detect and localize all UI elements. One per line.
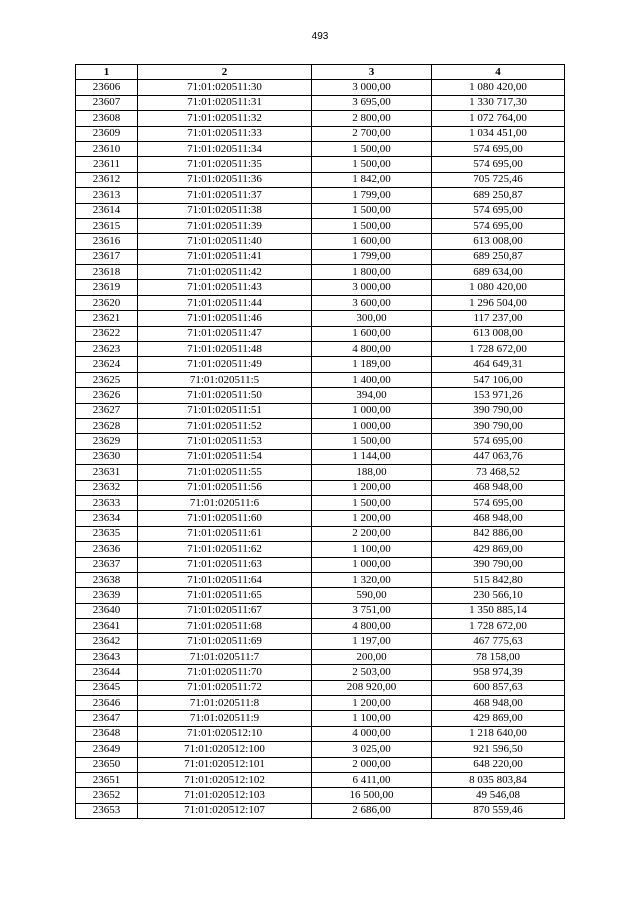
- table-cell-col-2: 71:01:020511:36: [138, 172, 312, 187]
- table-cell-col-1: 23610: [76, 141, 138, 156]
- table-cell-col-4: 8 035 803,84: [432, 772, 565, 787]
- table-cell-col-2: 71:01:020511:60: [138, 511, 312, 526]
- table-cell-col-2: 71:01:020511:47: [138, 326, 312, 341]
- table-cell-col-3: 1 200,00: [312, 480, 432, 495]
- table-cell-col-1: 23642: [76, 634, 138, 649]
- table-cell-col-4: 648 220,00: [432, 757, 565, 772]
- table-cell-col-1: 23647: [76, 711, 138, 726]
- table-cell-col-4: 1 080 420,00: [432, 280, 565, 295]
- table-cell-col-1: 23622: [76, 326, 138, 341]
- table-cell-col-1: 23639: [76, 588, 138, 603]
- table-row: [76, 249, 565, 264]
- table-row: [76, 803, 565, 818]
- table-cell-col-3: 1 100,00: [312, 542, 432, 557]
- table-cell-col-2: 71:01:020511:72: [138, 680, 312, 695]
- table-row: [76, 434, 565, 449]
- table-cell-col-4: 689 250,87: [432, 188, 565, 203]
- table-cell-col-2: 71:01:020511:50: [138, 388, 312, 403]
- table-cell-col-1: 23621: [76, 311, 138, 326]
- table-cell-col-1: 23627: [76, 403, 138, 418]
- table-cell-col-4: 1 296 504,00: [432, 295, 565, 310]
- table-cell-col-4: 49 546,08: [432, 788, 565, 803]
- table-cell-col-3: 3 025,00: [312, 742, 432, 757]
- table-cell-col-1: 23609: [76, 126, 138, 141]
- table-cell-col-2: 71:01:020512:10: [138, 726, 312, 741]
- table-row: [76, 295, 565, 310]
- table-row: [76, 619, 565, 634]
- table-cell-col-2: 71:01:020511:41: [138, 249, 312, 264]
- table-cell-col-4: 467 775,63: [432, 634, 565, 649]
- table-cell-col-1: 23641: [76, 619, 138, 634]
- table-row: [76, 726, 565, 741]
- table-cell-col-4: 153 971,26: [432, 388, 565, 403]
- table-cell-col-4: 390 790,00: [432, 403, 565, 418]
- table-cell-col-2: 71:01:020511:31: [138, 95, 312, 110]
- table-row: [76, 665, 565, 680]
- table-cell-col-2: 71:01:020511:37: [138, 188, 312, 203]
- table-cell-col-1: 23616: [76, 234, 138, 249]
- table-cell-col-3: 590,00: [312, 588, 432, 603]
- table-cell-col-3: 1 500,00: [312, 203, 432, 218]
- table-cell-col-1: 23628: [76, 418, 138, 433]
- table-cell-col-1: 23613: [76, 188, 138, 203]
- table-cell-col-2: 71:01:020511:40: [138, 234, 312, 249]
- table-cell-col-3: 1 100,00: [312, 711, 432, 726]
- table-cell-col-4: 574 695,00: [432, 434, 565, 449]
- table-cell-col-2: 71:01:020511:54: [138, 449, 312, 464]
- table-cell-col-1: 23650: [76, 757, 138, 772]
- table-cell-col-1: 23629: [76, 434, 138, 449]
- table-cell-col-4: 117 237,00: [432, 311, 565, 326]
- table-cell-col-2: 71:01:020511:70: [138, 665, 312, 680]
- table-cell-col-1: 23623: [76, 342, 138, 357]
- table-cell-col-4: 468 948,00: [432, 511, 565, 526]
- table-cell-col-4: 1 080 420,00: [432, 80, 565, 95]
- table-cell-col-1: 23611: [76, 157, 138, 172]
- table-row: [76, 126, 565, 141]
- table-cell-col-4: 1 034 451,00: [432, 126, 565, 141]
- table-cell-col-2: 71:01:020512:102: [138, 772, 312, 787]
- table-cell-col-4: 447 063,76: [432, 449, 565, 464]
- table-cell-col-3: 1 000,00: [312, 418, 432, 433]
- table-cell-col-3: 1 500,00: [312, 495, 432, 510]
- table-cell-col-3: 3 000,00: [312, 80, 432, 95]
- table-row: [76, 311, 565, 326]
- table-cell-col-2: 71:01:020511:49: [138, 357, 312, 372]
- table-row: [76, 342, 565, 357]
- table-cell-col-1: 23614: [76, 203, 138, 218]
- table-cell-col-1: 23620: [76, 295, 138, 310]
- table-cell-col-3: 1 197,00: [312, 634, 432, 649]
- table-cell-col-3: 4 800,00: [312, 342, 432, 357]
- table-cell-col-2: 71:01:020511:48: [138, 342, 312, 357]
- header-row: [76, 65, 565, 80]
- table-cell-col-4: 390 790,00: [432, 418, 565, 433]
- table-row: [76, 696, 565, 711]
- table-row: [76, 588, 565, 603]
- table-row: [76, 711, 565, 726]
- table-cell-col-2: 71:01:020511:53: [138, 434, 312, 449]
- table-cell-col-4: 1 728 672,00: [432, 342, 565, 357]
- table-cell-col-1: 23632: [76, 480, 138, 495]
- table-cell-col-2: 71:01:020511:30: [138, 80, 312, 95]
- table-cell-col-1: 23619: [76, 280, 138, 295]
- table-cell-col-1: 23635: [76, 526, 138, 541]
- table-cell-col-2: 71:01:020511:61: [138, 526, 312, 541]
- table-cell-col-1: 23633: [76, 495, 138, 510]
- table-cell-col-2: 71:01:020511:69: [138, 634, 312, 649]
- table-row: [76, 234, 565, 249]
- table-cell-col-2: 71:01:020512:101: [138, 757, 312, 772]
- table-cell-col-4: 1 072 764,00: [432, 111, 565, 126]
- table-cell-col-3: 3 000,00: [312, 280, 432, 295]
- table-cell-col-4: 1 350 885,14: [432, 603, 565, 618]
- table-cell-col-4: 958 974,39: [432, 665, 565, 680]
- table-cell-col-1: 23606: [76, 80, 138, 95]
- table-cell-col-1: 23625: [76, 372, 138, 387]
- table-row: [76, 495, 565, 510]
- table-cell-col-4: 870 559,46: [432, 803, 565, 818]
- table-cell-col-4: 1 218 640,00: [432, 726, 565, 741]
- table-cell-col-2: 71:01:020511:55: [138, 465, 312, 480]
- table-cell-col-4: 574 695,00: [432, 157, 565, 172]
- table-cell-col-2: 71:01:020511:9: [138, 711, 312, 726]
- table-row: [76, 111, 565, 126]
- table-row: [76, 372, 565, 387]
- table-cell-col-1: 23643: [76, 649, 138, 664]
- table-cell-col-2: 71:01:020511:32: [138, 111, 312, 126]
- table-row: [76, 542, 565, 557]
- table-row: [76, 634, 565, 649]
- table-cell-col-2: 71:01:020512:100: [138, 742, 312, 757]
- table-cell-col-4: 689 250,87: [432, 249, 565, 264]
- table-cell-col-2: 71:01:020511:51: [138, 403, 312, 418]
- table-cell-col-2: 71:01:020511:43: [138, 280, 312, 295]
- column-header-3: 3: [312, 65, 432, 80]
- table-cell-col-1: 23645: [76, 680, 138, 695]
- table-cell-col-2: 71:01:020511:8: [138, 696, 312, 711]
- table-row: [76, 95, 565, 110]
- table-cell-col-2: 71:01:020512:107: [138, 803, 312, 818]
- table-cell-col-4: 468 948,00: [432, 480, 565, 495]
- table-cell-col-4: 230 566,10: [432, 588, 565, 603]
- table-row: [76, 757, 565, 772]
- table-cell-col-4: 689 634,00: [432, 265, 565, 280]
- table-cell-col-2: 71:01:020511:63: [138, 557, 312, 572]
- table-cell-col-3: 1 144,00: [312, 449, 432, 464]
- table-row: [76, 403, 565, 418]
- table-row: [76, 218, 565, 233]
- table-cell-col-1: 23618: [76, 265, 138, 280]
- table-cell-col-1: 23637: [76, 557, 138, 572]
- table-cell-col-4: 547 106,00: [432, 372, 565, 387]
- table-row: [76, 557, 565, 572]
- table-cell-col-3: 1 400,00: [312, 372, 432, 387]
- table-row: [76, 572, 565, 587]
- table-cell-col-4: 600 857,63: [432, 680, 565, 695]
- table-cell-col-3: 1 500,00: [312, 218, 432, 233]
- table-cell-col-1: 23652: [76, 788, 138, 803]
- table-cell-col-3: 300,00: [312, 311, 432, 326]
- table-row: [76, 265, 565, 280]
- table-cell-col-1: 23617: [76, 249, 138, 264]
- table-row: [76, 326, 565, 341]
- table-cell-col-2: 71:01:020511:56: [138, 480, 312, 495]
- column-header-1: 1: [76, 65, 138, 80]
- table-cell-col-3: 394,00: [312, 388, 432, 403]
- table-cell-col-3: 2 503,00: [312, 665, 432, 680]
- table-cell-col-3: 1 000,00: [312, 557, 432, 572]
- table-row: [76, 480, 565, 495]
- table-cell-col-1: 23646: [76, 696, 138, 711]
- table-cell-col-3: 1 320,00: [312, 572, 432, 587]
- table-cell-col-1: 23612: [76, 172, 138, 187]
- table-cell-col-2: 71:01:020511:5: [138, 372, 312, 387]
- table-cell-col-2: 71:01:020511:64: [138, 572, 312, 587]
- table-cell-col-3: 1 200,00: [312, 511, 432, 526]
- table-cell-col-1: 23634: [76, 511, 138, 526]
- table-row: [76, 649, 565, 664]
- table-cell-col-3: 6 411,00: [312, 772, 432, 787]
- table-cell-col-1: 23649: [76, 742, 138, 757]
- table-cell-col-1: 23626: [76, 388, 138, 403]
- table-row: [76, 80, 565, 95]
- table-cell-col-3: 1 500,00: [312, 141, 432, 156]
- table-cell-col-2: 71:01:020511:7: [138, 649, 312, 664]
- table-cell-col-1: 23636: [76, 542, 138, 557]
- table-cell-col-2: 71:01:020511:6: [138, 495, 312, 510]
- table-cell-col-3: 2 700,00: [312, 126, 432, 141]
- table-cell-col-4: 464 649,31: [432, 357, 565, 372]
- table-header: [76, 65, 565, 80]
- table-cell-col-1: 23651: [76, 772, 138, 787]
- table-cell-col-3: 200,00: [312, 649, 432, 664]
- table-cell-col-4: 468 948,00: [432, 696, 565, 711]
- table-row: [76, 772, 565, 787]
- table-cell-col-2: 71:01:020511:68: [138, 619, 312, 634]
- table-row: [76, 788, 565, 803]
- table-cell-col-2: 71:01:020511:67: [138, 603, 312, 618]
- table-cell-col-2: 71:01:020511:62: [138, 542, 312, 557]
- table-cell-col-3: 1 842,00: [312, 172, 432, 187]
- table-cell-col-1: 23638: [76, 572, 138, 587]
- table-row: [76, 157, 565, 172]
- table-row: [76, 511, 565, 526]
- table-cell-col-4: 515 842,80: [432, 572, 565, 587]
- table-cell-col-3: 2 200,00: [312, 526, 432, 541]
- table-cell-col-1: 23624: [76, 357, 138, 372]
- table-cell-col-2: 71:01:020511:52: [138, 418, 312, 433]
- table-cell-col-3: 1 600,00: [312, 326, 432, 341]
- table-cell-col-1: 23640: [76, 603, 138, 618]
- table-cell-col-3: 208 920,00: [312, 680, 432, 695]
- table-row: [76, 465, 565, 480]
- table-cell-col-3: 4 000,00: [312, 726, 432, 741]
- table-cell-col-4: 1 728 672,00: [432, 619, 565, 634]
- table-cell-col-3: 4 800,00: [312, 619, 432, 634]
- table-row: [76, 188, 565, 203]
- table-cell-col-3: 3 695,00: [312, 95, 432, 110]
- table-row: [76, 280, 565, 295]
- table-cell-col-3: 3 600,00: [312, 295, 432, 310]
- table-cell-col-3: 2 000,00: [312, 757, 432, 772]
- table-cell-col-2: 71:01:020511:65: [138, 588, 312, 603]
- table-cell-col-2: 71:01:020511:35: [138, 157, 312, 172]
- table-cell-col-1: 23630: [76, 449, 138, 464]
- table-cell-col-4: 613 008,00: [432, 234, 565, 249]
- table-row: [76, 172, 565, 187]
- table-cell-col-3: 1 799,00: [312, 188, 432, 203]
- table-cell-col-3: 1 800,00: [312, 265, 432, 280]
- table-cell-col-1: 23653: [76, 803, 138, 818]
- table-cell-col-3: 1 200,00: [312, 696, 432, 711]
- table-cell-col-4: 1 330 717,30: [432, 95, 565, 110]
- table-row: [76, 418, 565, 433]
- table-cell-col-4: 390 790,00: [432, 557, 565, 572]
- table-cell-col-4: 574 695,00: [432, 203, 565, 218]
- table-cell-col-3: 1 600,00: [312, 234, 432, 249]
- table-cell-col-1: 23631: [76, 465, 138, 480]
- table-row: [76, 388, 565, 403]
- table-cell-col-4: 613 008,00: [432, 326, 565, 341]
- table-cell-col-3: 2 686,00: [312, 803, 432, 818]
- table-cell-col-4: 842 886,00: [432, 526, 565, 541]
- table-cell-col-3: 2 800,00: [312, 111, 432, 126]
- table-cell-col-4: 574 695,00: [432, 141, 565, 156]
- table-cell-col-1: 23615: [76, 218, 138, 233]
- table-cell-col-3: 1 799,00: [312, 249, 432, 264]
- table-cell-col-4: 73 468,52: [432, 465, 565, 480]
- column-header-4: 4: [432, 65, 565, 80]
- table-row: [76, 357, 565, 372]
- table-cell-col-4: 574 695,00: [432, 495, 565, 510]
- table-cell-col-1: 23644: [76, 665, 138, 680]
- table-cell-col-4: 429 869,00: [432, 711, 565, 726]
- table-cell-col-2: 71:01:020511:38: [138, 203, 312, 218]
- table-row: [76, 141, 565, 156]
- table-cell-col-2: 71:01:020511:42: [138, 265, 312, 280]
- table-row: [76, 203, 565, 218]
- table-cell-col-2: 71:01:020511:39: [138, 218, 312, 233]
- table-cell-col-3: 1 500,00: [312, 434, 432, 449]
- table-cell-col-4: 705 725,46: [432, 172, 565, 187]
- table-row: [76, 742, 565, 757]
- table-row: [76, 680, 565, 695]
- table-cell-col-2: 71:01:020511:33: [138, 126, 312, 141]
- table-cell-col-2: 71:01:020511:34: [138, 141, 312, 156]
- table-row: [76, 449, 565, 464]
- table-cell-col-1: 23608: [76, 111, 138, 126]
- table-cell-col-2: 71:01:020511:46: [138, 311, 312, 326]
- table-cell-col-3: 3 751,00: [312, 603, 432, 618]
- table-cell-col-1: 23607: [76, 95, 138, 110]
- table-cell-col-2: 71:01:020512:103: [138, 788, 312, 803]
- column-header-2: 2: [138, 65, 312, 80]
- table-cell-col-3: 1 000,00: [312, 403, 432, 418]
- table-cell-col-3: 1 500,00: [312, 157, 432, 172]
- table-cell-col-4: 429 869,00: [432, 542, 565, 557]
- table-cell-col-3: 188,00: [312, 465, 432, 480]
- table-cell-col-3: 1 189,00: [312, 357, 432, 372]
- table-row: [76, 526, 565, 541]
- table-cell-col-2: 71:01:020511:44: [138, 295, 312, 310]
- registry-table: [75, 64, 565, 819]
- table-body: [76, 80, 565, 819]
- table-cell-col-3: 16 500,00: [312, 788, 432, 803]
- table-cell-col-4: 921 596,50: [432, 742, 565, 757]
- table-cell-col-4: 574 695,00: [432, 218, 565, 233]
- table-row: [76, 603, 565, 618]
- page-number: 493: [311, 31, 329, 42]
- table-cell-col-1: 23648: [76, 726, 138, 741]
- table-cell-col-4: 78 158,00: [432, 649, 565, 664]
